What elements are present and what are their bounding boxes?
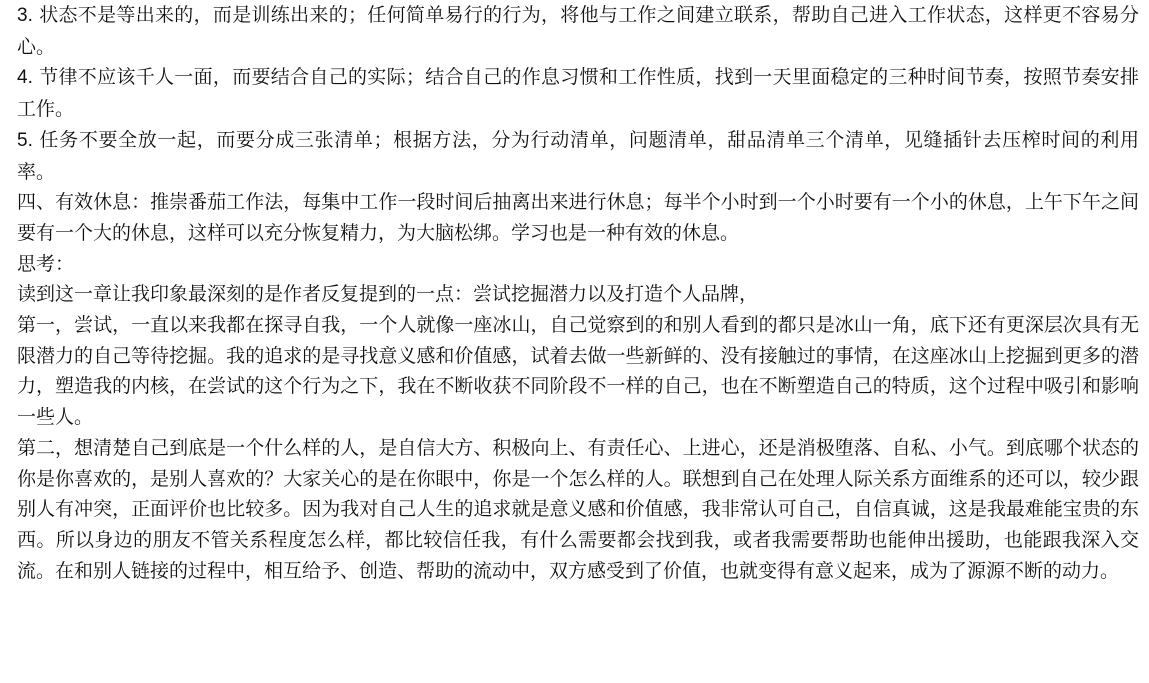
paragraph-first-point — [17, 310, 1139, 433]
item-number: 4. — [17, 67, 33, 89]
paragraph-text: 节律不应该千人一面，而要结合自己的实际；结合自己的作息习惯和工作性质，找到一天里面稳定的三种时间节奏，按照节奏安排工作。 — [17, 66, 1139, 121]
paragraph-effective-rest — [17, 187, 1139, 248]
paragraph-reflection-heading — [17, 249, 1139, 280]
item-number: 3. — [17, 5, 33, 26]
paragraph-text: 四、有效休息：推崇番茄工作法，每集中工作一段时间后抽离出来进行休息；每半个小时到一个小时要有一个小的休息，上午下午之间要有一个大的休息，这样可以充分恢复精力，为大脑松绑。学习也是一种有效的休息。 — [17, 191, 1139, 244]
paragraph-text: 第一，尝试，一直以来我都在探寻自我，一个人就像一座冰山，自己觉察到的和别人看到的都只是冰山一角，底下还有更深层次具有无限潜力的自己等待挖掘。我的追求的是寻找意义感和价值感，试着去做一些新鲜的、没有接触过的事情，在这座冰山上挖掘到更多的潜力，塑造我的内核，在尝试的这个行为之下，我在不断收获不同阶段不一样的自己，也在不断塑造自己的特质，这个过程中吸引和影响一些人。 — [17, 314, 1139, 429]
paragraph-text: 思考： — [17, 252, 75, 275]
paragraph-text: 任务不要全放一起，而要分成三张清单；根据方法，分为行动清单，问题清单，甜品清单三个清单，见缝插针去压榨时间的利用率。 — [17, 128, 1139, 183]
paragraph-text: 状态不是等出来的，而是训练出来的；任何简单易行的行为，将他与工作之间建立联系，帮助自己进入工作状态，这样更不容易分心。 — [17, 4, 1139, 58]
paragraph-reflection-intro — [17, 279, 1139, 310]
paragraph-second-point — [17, 433, 1139, 587]
item-number: 5. — [17, 129, 33, 151]
paragraph-text: 读到这一章让我印象最深刻的是作者反复提到的一点：尝试挖掘潜力以及打造个人品牌， — [17, 283, 759, 306]
paragraph-item-3 — [17, 0, 1139, 62]
paragraph-text: 第二，想清楚自己到底是一个什么样的人，是自信大方、积极向上、有责任心、上进心，还是消极堕落、自私、小气。到底哪个状态的你是你喜欢的，是别人喜欢的？大家关心的是在你眼中，你是一个怎么样的人。联想到自己在处理人际关系方面维系的还可以，较少跟别人有冲突，正面评价也比较多。因为我对自己人生的追求就是意义感和价值感，我非常认可自己，自信真诚，这是我最难能宝贵的东西。所以身边的朋友不管关系程度怎么样，都比较信任我，有什么需要都会找到我，或者我需要帮助也能伸出援助，也能跟我深入交流。在和别人链接的过程中，相互给予、创造、帮助的流动中，双方感受到了价值，也就变得有意义起来，成为了源源不断的动力。 — [17, 436, 1139, 582]
paragraph-item-4 — [17, 62, 1139, 124]
paragraph-item-5 — [17, 125, 1139, 187]
